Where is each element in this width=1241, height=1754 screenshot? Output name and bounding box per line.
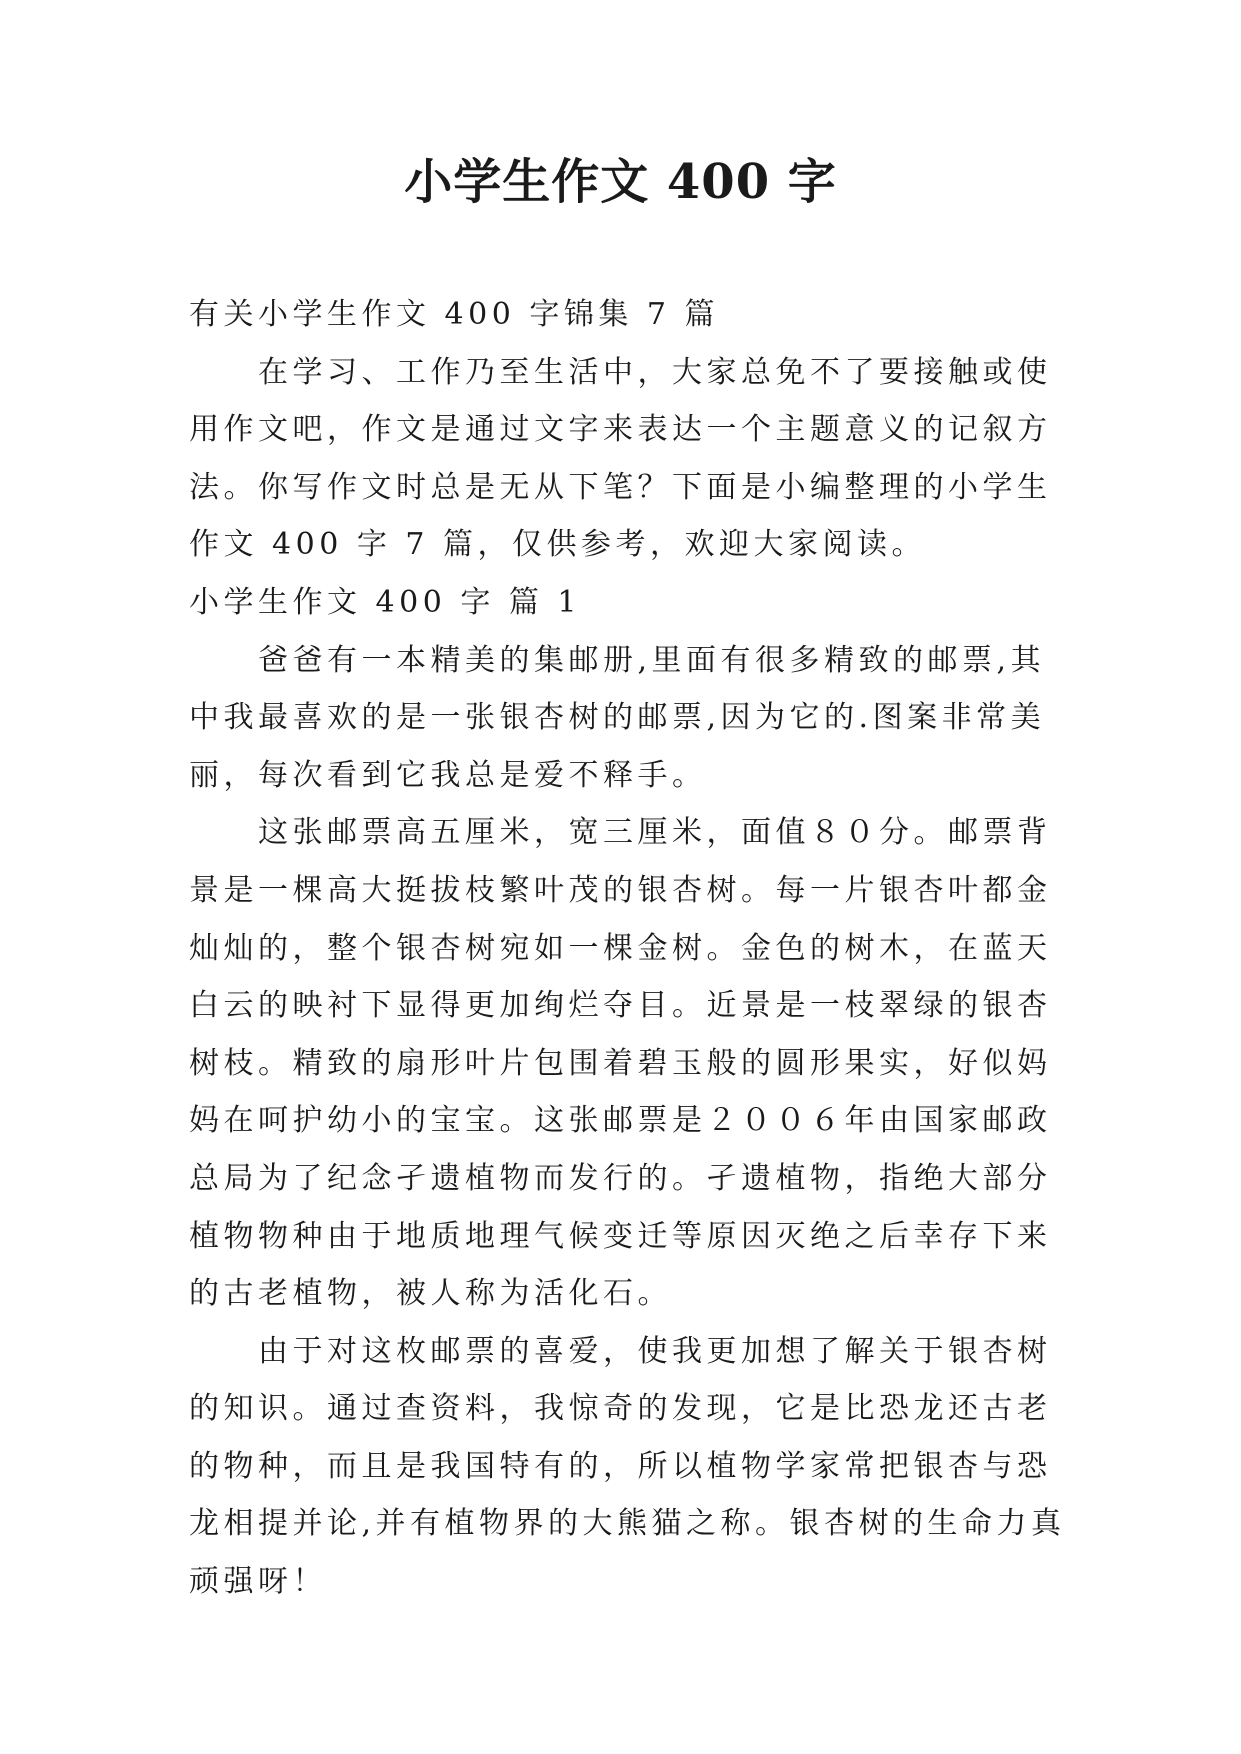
body-paragraph: 由于对这枚邮票的喜爱，使我更加想了解关于银杏树的知识。通过查资料，我惊奇的发现，它是比恐龙还古老的物种，而且是我国特有的，所以植物学家常把银杏与恐龙相提并论,并有植物界的大熊猫之称。银杏树的生命力真顽强呀！ (189, 1333, 1066, 1600)
document-title: 小学生作文 400 字 (404, 154, 837, 210)
section-title: 小学生作文 400 字 篇 1 (189, 584, 581, 620)
collection-heading: 有关小学生作文 400 字锦集 7 篇 (189, 297, 719, 332)
body-paragraph: 这张邮票高五厘米，宽三厘米，面值８０分。邮票背景是一棵高大挺拔枝繁叶茂的银杏树。每一片银杏叶都金灿灿的，整个银杏树宛如一棵金树。金色的树木，在蓝天白云的映衬下显得更加绚烂夺目。近景是一枝翠绿的银杏树枝。精致的扇形叶片包围着碧玉般的圆形果实，好似妈妈在呵护幼小的宝宝。这张邮票是２００６年由国家邮政总局为了纪念孑遗植物而发行的。孑遗植物，指绝大部分植物物种由于地质地理气候变迁等原因灭绝之后幸存下来的古老植物，被人称为活化石。 (189, 815, 1052, 1312)
document-body (189, 286, 1069, 1611)
intro-paragraph: 在学习、工作乃至生活中，大家总免不了要接触或使用作文吧，作文是通过文字来表达一个主题意义的记叙方法。你写作文时总是无从下笔？下面是小编整理的小学生作文 400 字 7 篇，仅供参考，欢迎大家阅读。 (189, 354, 1052, 563)
body-paragraph: 爸爸有一本精美的集邮册,里面有很多精致的邮票,其中我最喜欢的是一张银杏树的邮票,因为它的.图案非常美丽，每次看到它我总是爱不释手。 (189, 642, 1046, 793)
